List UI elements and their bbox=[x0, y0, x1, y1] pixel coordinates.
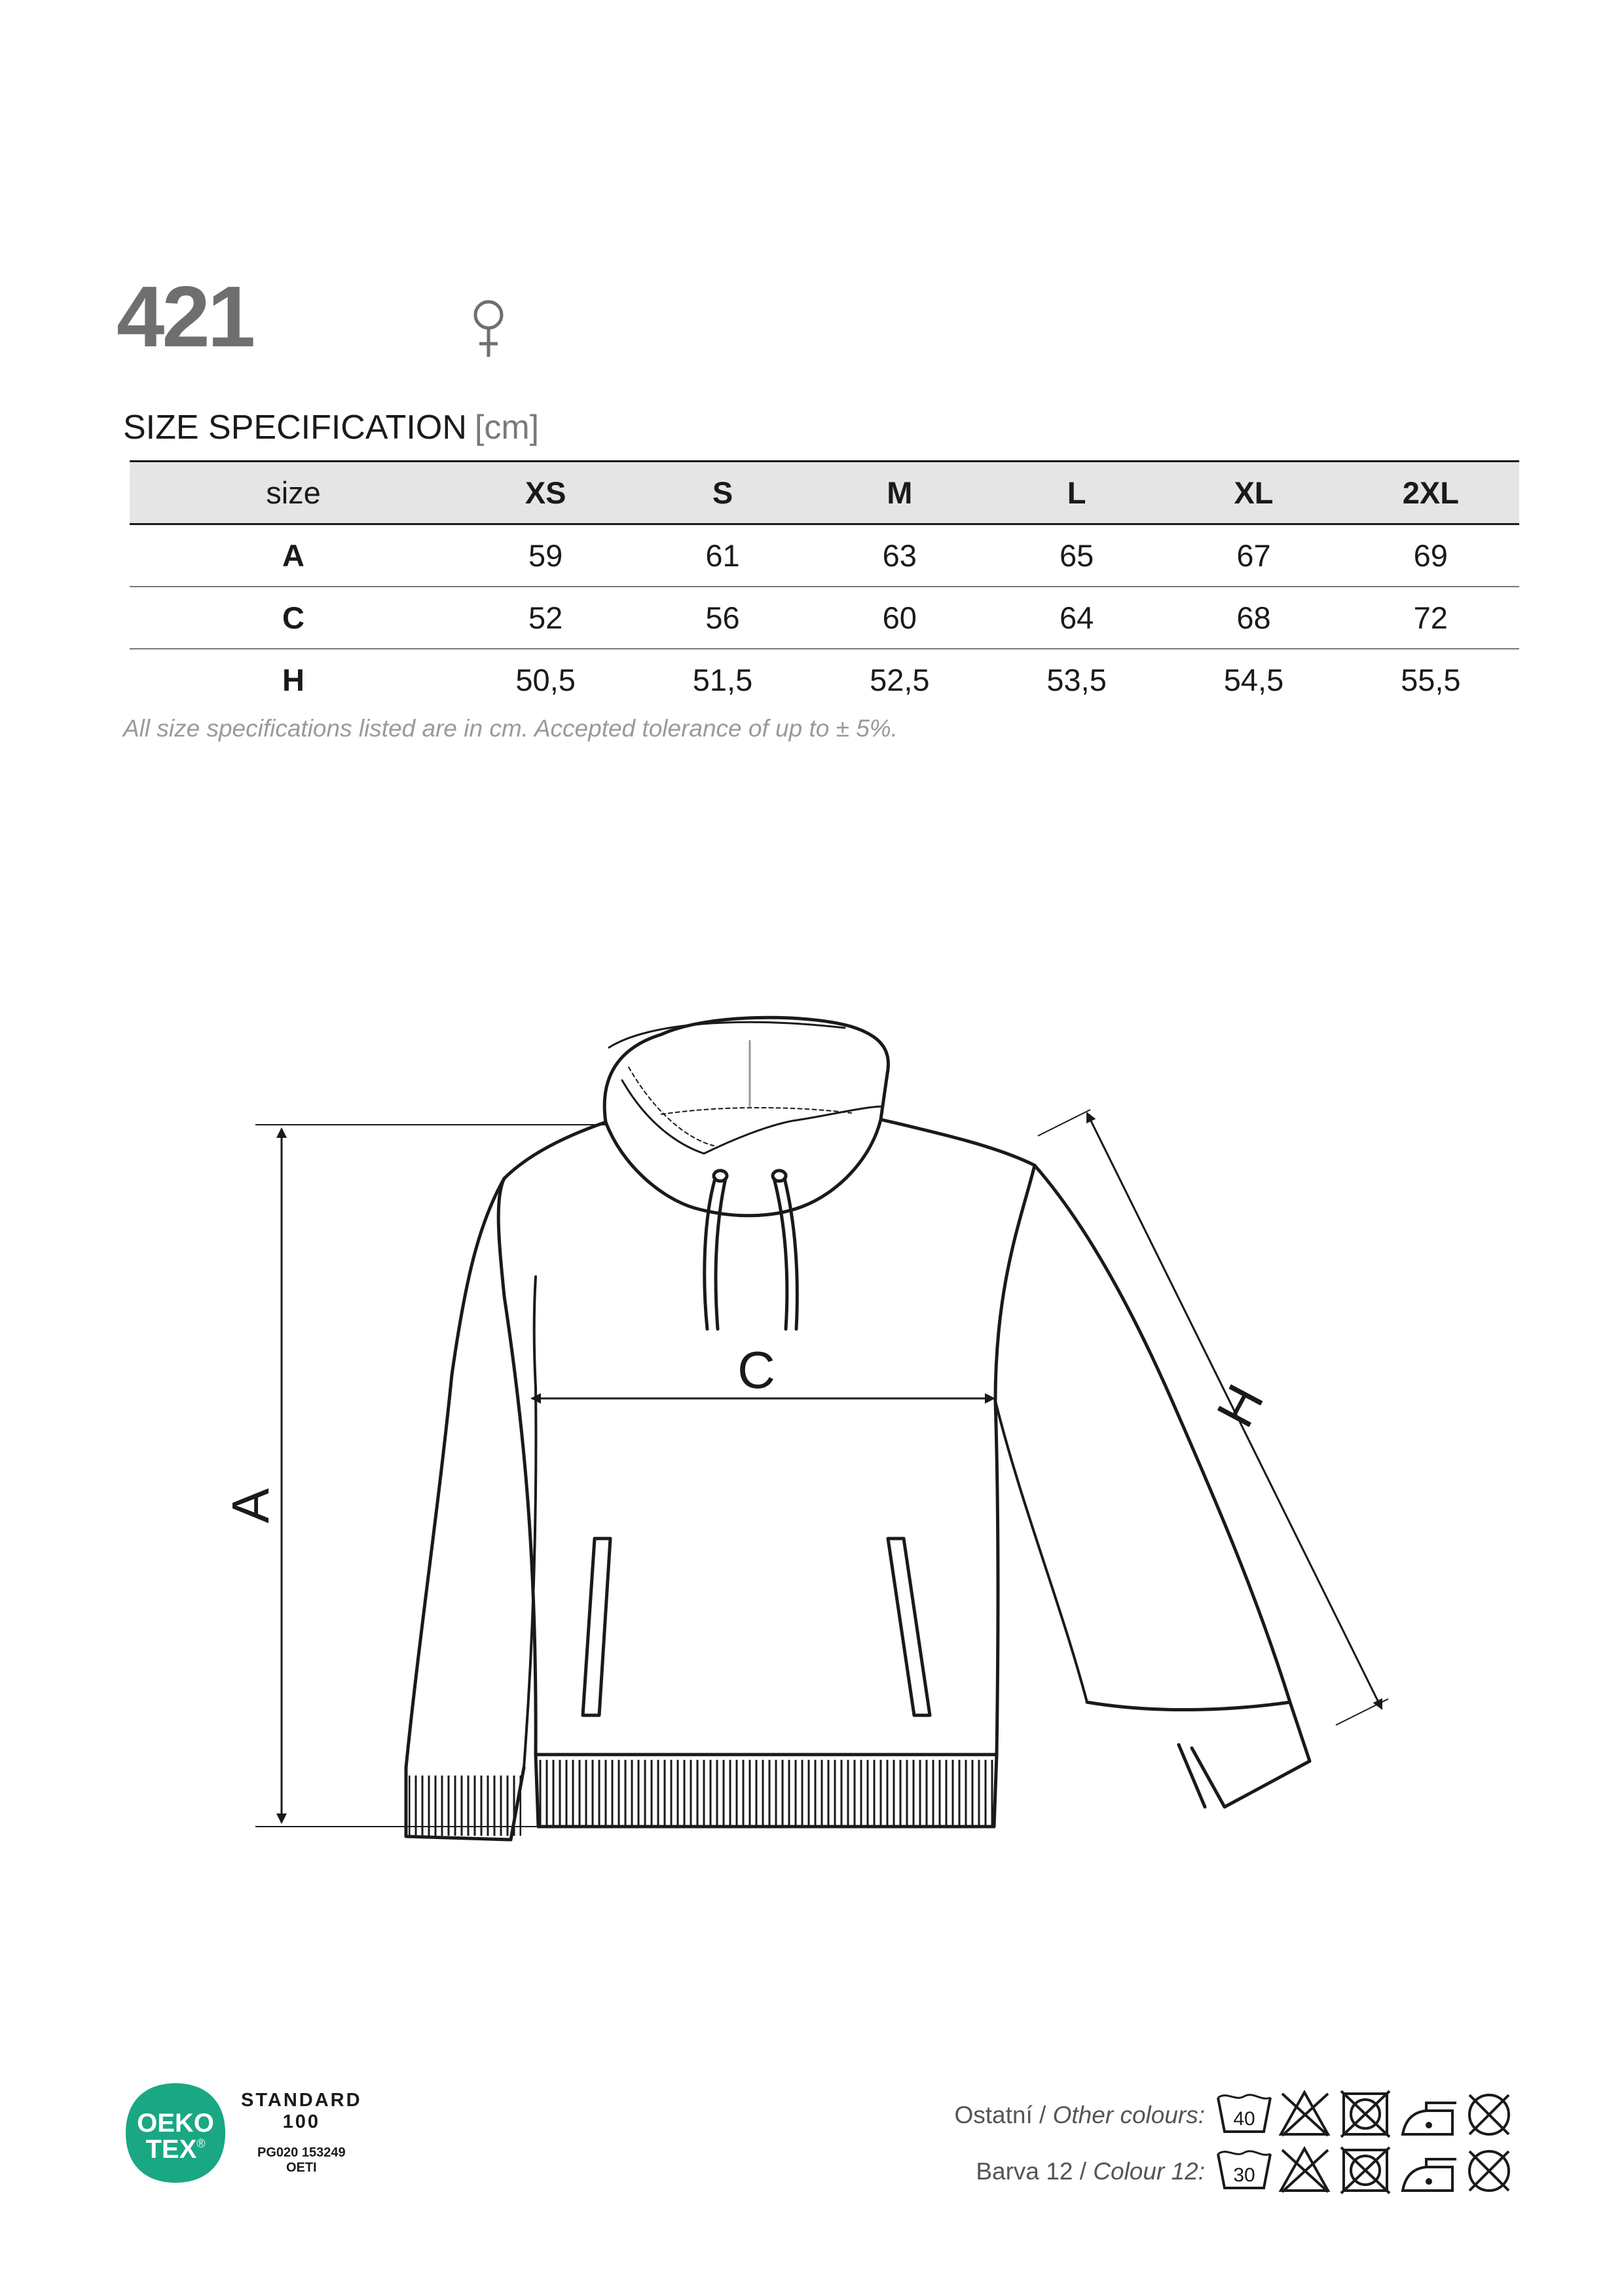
size-table bbox=[130, 460, 1519, 710]
hoodie-outline bbox=[406, 1017, 1310, 1840]
svg-text:TEX® bbox=[145, 2135, 205, 2164]
row-label-h: H bbox=[282, 663, 304, 697]
measure-label-c: C bbox=[737, 1341, 775, 1399]
oeko-badge-reg: ® bbox=[196, 2137, 206, 2150]
row-label-c: C bbox=[130, 587, 457, 649]
table-cell: 63 bbox=[811, 524, 988, 587]
oeko-certificate-number: PG020 153249 bbox=[257, 2145, 346, 2160]
care-label-other-en: Other colours: bbox=[1052, 2102, 1205, 2128]
table-cell: 56 bbox=[634, 587, 811, 649]
product-number: 421 bbox=[117, 268, 253, 365]
table-cell: 64 bbox=[988, 587, 1165, 649]
table-row bbox=[130, 649, 1519, 710]
tolerance-note: All size specifications listed are in cm. Accepted tolerance of up to ± 5%. bbox=[123, 715, 898, 742]
size-header-xl: XL bbox=[1165, 462, 1342, 524]
no-dry-clean-icon bbox=[1469, 2095, 1509, 2134]
oeko-badge-line2: TEX bbox=[145, 2135, 197, 2164]
size-table-header-row bbox=[130, 462, 1519, 524]
iron-low-icon bbox=[1403, 2103, 1456, 2134]
no-dry-clean-icon bbox=[1469, 2151, 1509, 2191]
table-cell: 52 bbox=[457, 587, 634, 649]
table-cell: 55,5 bbox=[1401, 663, 1461, 697]
table-cell: 72 bbox=[1342, 587, 1519, 649]
oeko-standard-number: 100 bbox=[282, 2111, 320, 2133]
care-label-colour-12 bbox=[838, 2158, 1205, 2185]
wash-tub-icon bbox=[1218, 2151, 1270, 2188]
size-header-s: S bbox=[634, 462, 811, 524]
table-cell: 65 bbox=[988, 524, 1165, 587]
size-header-l: L bbox=[988, 462, 1165, 524]
size-column-header: size bbox=[130, 462, 457, 524]
iron-low-icon bbox=[1403, 2159, 1456, 2191]
size-spec-unit: [cm] bbox=[474, 409, 540, 446]
row-label-a: A bbox=[130, 524, 457, 587]
no-tumble-dry-icon bbox=[1341, 2091, 1390, 2137]
care-symbols-other-colours bbox=[1215, 2088, 1517, 2141]
oeko-institute: OETI bbox=[286, 2160, 317, 2175]
table-cell: 69 bbox=[1342, 524, 1519, 587]
table-cell: 50,5 bbox=[515, 663, 576, 697]
no-tumble-dry-icon bbox=[1341, 2147, 1390, 2193]
size-header-2xl: 2XL bbox=[1342, 462, 1519, 524]
care-label-other-colours bbox=[838, 2102, 1205, 2129]
no-bleach-icon bbox=[1281, 2149, 1328, 2192]
size-header-m: M bbox=[811, 462, 988, 524]
table-cell: 68 bbox=[1165, 587, 1342, 649]
measure-label-h: H bbox=[1205, 1375, 1275, 1436]
care-label-colour12-en: Colour 12: bbox=[1093, 2158, 1205, 2185]
no-bleach-icon bbox=[1281, 2092, 1328, 2136]
oeko-tex-badge bbox=[123, 2081, 228, 2185]
wash-temp-40: 40 bbox=[1233, 2108, 1255, 2130]
care-label-other-cz: Ostatní / bbox=[954, 2102, 1046, 2128]
table-cell: 60 bbox=[811, 587, 988, 649]
size-header-xs: XS bbox=[457, 462, 634, 524]
table-cell: 61 bbox=[634, 524, 811, 587]
table-cell: 67 bbox=[1165, 524, 1342, 587]
oeko-standard-label: STANDARD bbox=[241, 2090, 362, 2111]
oeko-badge-line1: OEKO bbox=[137, 2109, 214, 2138]
table-row bbox=[130, 587, 1519, 649]
table-row bbox=[130, 524, 1519, 587]
oeko-tex-text bbox=[241, 2090, 362, 2176]
wash-temp-30: 30 bbox=[1233, 2164, 1255, 2186]
table-cell: 53,5 bbox=[1046, 663, 1107, 697]
wash-tub-icon bbox=[1218, 2095, 1270, 2132]
size-spec-heading bbox=[123, 410, 539, 445]
care-label-colour12-cz: Barva 12 / bbox=[976, 2158, 1086, 2185]
table-cell: 51,5 bbox=[692, 663, 753, 697]
table-cell: 52,5 bbox=[870, 663, 930, 697]
table-cell: 54,5 bbox=[1223, 663, 1284, 697]
female-symbol-icon bbox=[469, 298, 508, 360]
measure-label-a: A bbox=[221, 1488, 280, 1523]
care-symbols-colour-12 bbox=[1215, 2145, 1517, 2197]
size-spec-title: SIZE SPECIFICATION bbox=[123, 409, 467, 446]
measurement-lines bbox=[255, 1110, 1388, 1827]
table-cell: 59 bbox=[457, 524, 634, 587]
hoodie-diagram bbox=[0, 982, 1624, 1866]
